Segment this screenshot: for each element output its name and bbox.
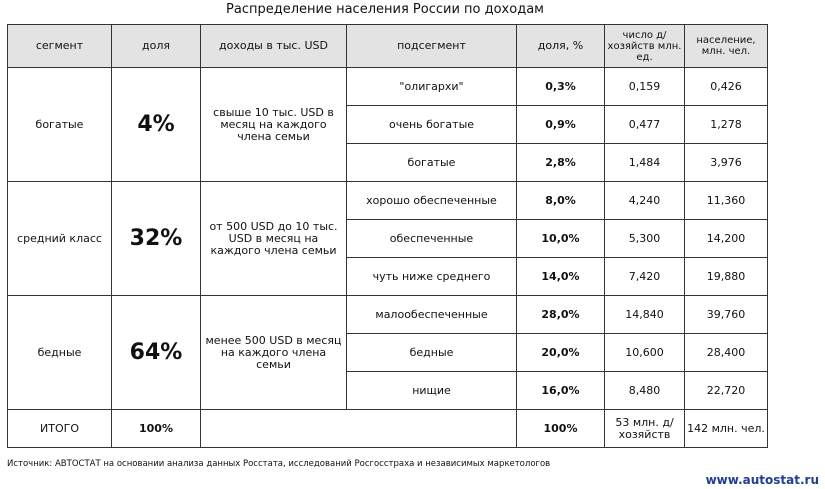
income-cell: от 500 USD до 10 тыс. USD в месяц на каждого члена семьи (201, 182, 347, 296)
subshare-cell: 28,0% (517, 296, 605, 334)
households-cell: 4,240 (605, 182, 685, 220)
header-population: население, млн. чел. (685, 25, 768, 68)
share-cell: 4% (112, 68, 201, 182)
subshare-cell: 20,0% (517, 334, 605, 372)
total-empty-cell (201, 410, 517, 448)
subshare-cell: 10,0% (517, 220, 605, 258)
subshare-cell: 0,9% (517, 106, 605, 144)
subsegment-cell: чуть ниже среднего (347, 258, 517, 296)
subshare-cell: 14,0% (517, 258, 605, 296)
population-cell: 1,278 (685, 106, 768, 144)
households-cell: 8,480 (605, 372, 685, 410)
header-subshare: доля, % (517, 25, 605, 68)
population-cell: 3,976 (685, 144, 768, 182)
households-cell: 0,477 (605, 106, 685, 144)
segment-cell: богатые (8, 68, 112, 182)
header-segment: сегмент (8, 25, 112, 68)
header-subsegment: подсегмент (347, 25, 517, 68)
total-households: 53 млн. д/хозяйств (605, 410, 685, 448)
subsegment-cell: богатые (347, 144, 517, 182)
households-cell: 5,300 (605, 220, 685, 258)
subshare-cell: 16,0% (517, 372, 605, 410)
total-label: ИТОГО (8, 410, 112, 448)
population-cell: 19,880 (685, 258, 768, 296)
households-cell: 10,600 (605, 334, 685, 372)
share-cell: 64% (112, 296, 201, 410)
income-cell: менее 500 USD в месяц на каждого члена семьи (201, 296, 347, 410)
subsegment-cell: бедные (347, 334, 517, 372)
subsegment-cell: хорошо обеспеченные (347, 182, 517, 220)
income-table (7, 24, 768, 448)
page-title: Распределение населения России по доходам (226, 2, 544, 17)
subsegment-cell: обеспеченные (347, 220, 517, 258)
income-cell: свыше 10 тыс. USD в месяц на каждого члена семьи (201, 68, 347, 182)
subshare-cell: 0,3% (517, 68, 605, 106)
subsegment-cell: очень богатые (347, 106, 517, 144)
source-note: Источник: АВТОСТАТ на основании анализа данных Росстата, исследований Росгосстраха и независимых маркетологов (7, 459, 551, 469)
header-row (8, 25, 768, 68)
subshare-cell: 8,0% (517, 182, 605, 220)
population-cell: 11,360 (685, 182, 768, 220)
population-cell: 28,400 (685, 334, 768, 372)
segment-cell: средний класс (8, 182, 112, 296)
population-cell: 14,200 (685, 220, 768, 258)
site-link[interactable]: www.autostat.ru (705, 473, 819, 487)
subshare-cell: 2,8% (517, 144, 605, 182)
households-cell: 0,159 (605, 68, 685, 106)
table-row (8, 296, 768, 334)
share-cell: 32% (112, 182, 201, 296)
segment-cell: бедные (8, 296, 112, 410)
population-cell: 22,720 (685, 372, 768, 410)
table-row (8, 68, 768, 106)
households-cell: 14,840 (605, 296, 685, 334)
table-row (8, 182, 768, 220)
population-cell: 0,426 (685, 68, 768, 106)
households-cell: 1,484 (605, 144, 685, 182)
total-population: 142 млн. чел. (685, 410, 768, 448)
header-share: доля (112, 25, 201, 68)
population-cell: 39,760 (685, 296, 768, 334)
total-row (8, 410, 768, 448)
total-subshare: 100% (517, 410, 605, 448)
subsegment-cell: малообеспеченные (347, 296, 517, 334)
header-income: доходы в тыс. USD (201, 25, 347, 68)
households-cell: 7,420 (605, 258, 685, 296)
subsegment-cell: нищие (347, 372, 517, 410)
subsegment-cell: "олигархи" (347, 68, 517, 106)
header-households: число д/хозяйств млн. ед. (605, 25, 685, 68)
total-share: 100% (112, 410, 201, 448)
